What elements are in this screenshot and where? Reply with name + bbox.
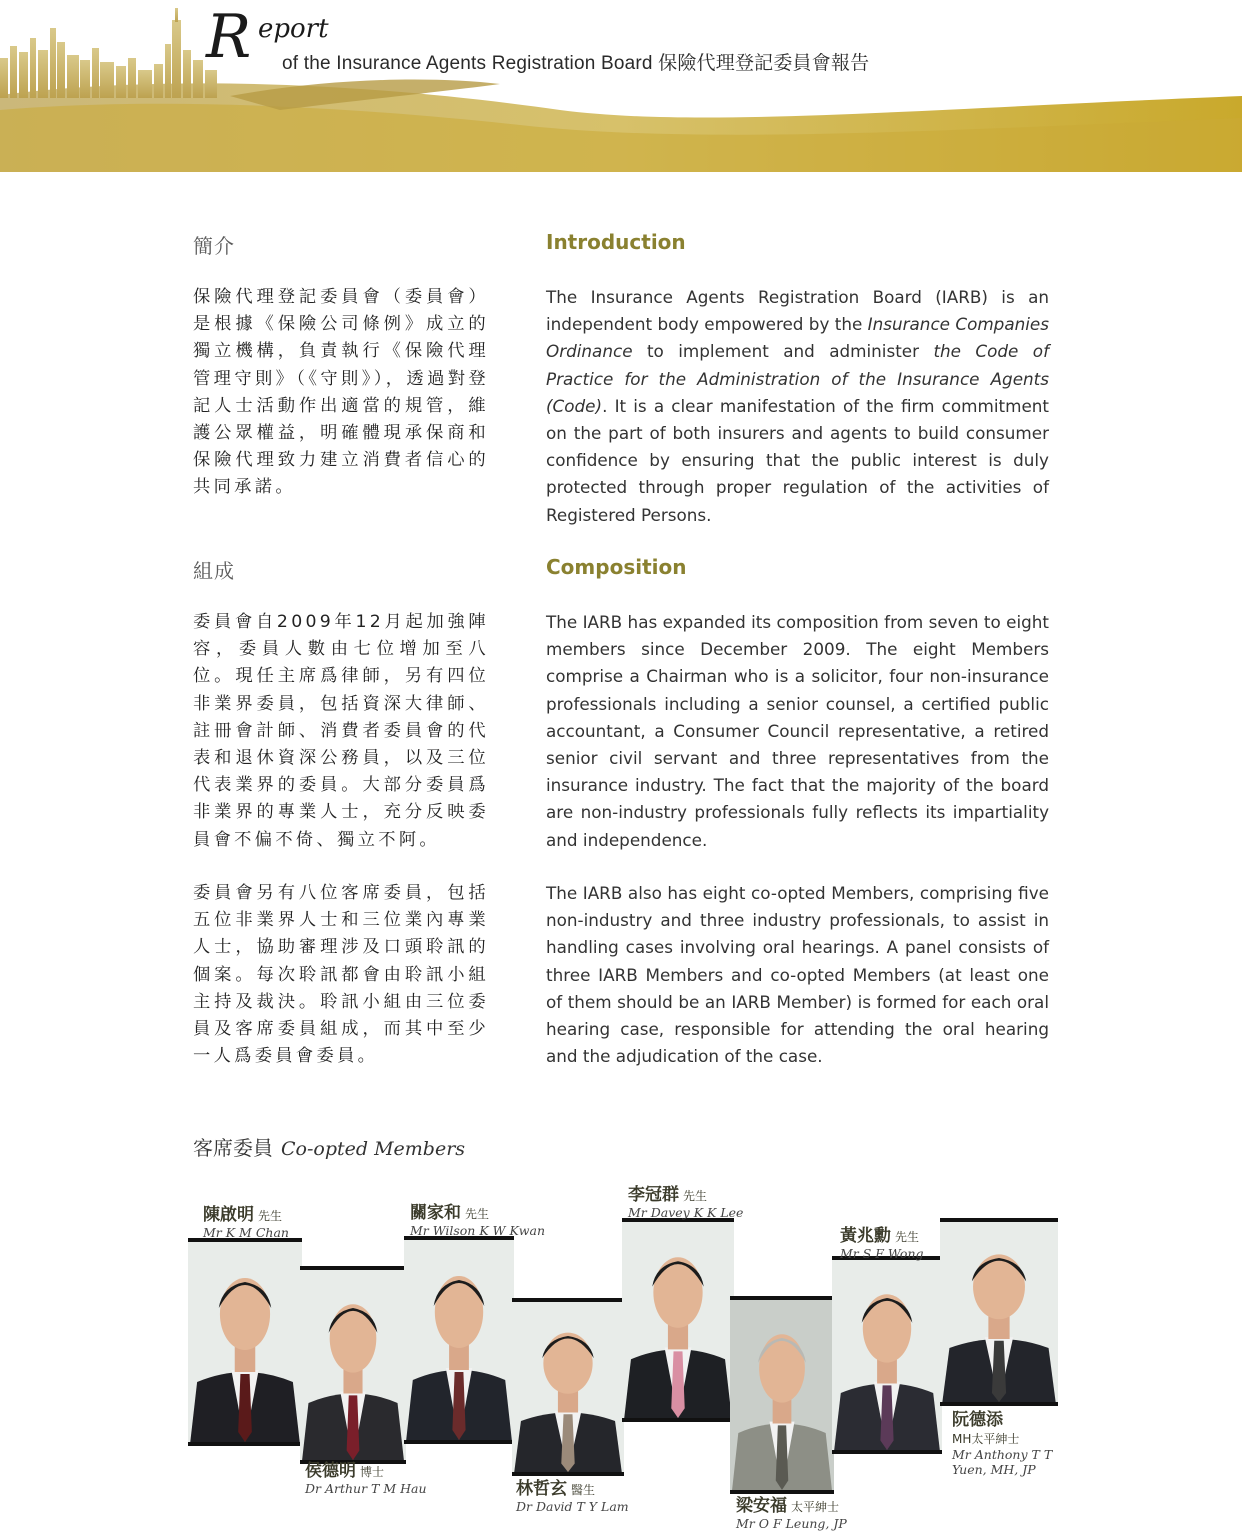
member-photo-5 xyxy=(622,1218,734,1422)
composition-text-en-1: The IARB has expanded its composition from seven to eight members since December 2009. The eight Members comprise a Chairman who is a solicitor, four non-insurance professionals including a senior counsel, a certified public accountant, a Consumer Council representative, a retired senior civil servant and three representatives from the insurance industry. The fact that the majority of the board are non-industry professionals fully reflects its impartiality and independence. xyxy=(546,612,1049,850)
member-name-8: 阮德添 MH太平紳士 Mr Anthony T T Yuen, MH, JP xyxy=(952,1410,1053,1477)
portrait-4 xyxy=(512,1302,624,1472)
portrait-5 xyxy=(622,1222,734,1418)
composition-title-zh: 組成 xyxy=(193,559,235,583)
skyline-graphic xyxy=(0,0,1242,172)
coopted-title xyxy=(193,1132,465,1161)
member-photo-8 xyxy=(940,1218,1058,1406)
member-photo-7 xyxy=(832,1256,942,1454)
intro-text-zh: 保險代理登記委員會（委員會）是根據《保險公司條例》成立的獨立機構，負責執行《保險代理管理守則》（《守則》），透過對登記人士活動作出適當的規管，維護公眾權益，明確體現承保商和保險代理致力建立消費者信心的共同承諾。 xyxy=(193,287,489,498)
header-banner xyxy=(0,0,1242,172)
member-name-2: 侯德明 博士 Dr Arthur T M Hau xyxy=(305,1461,427,1496)
intro-text-en: The Insurance Agents Registration Board (IARB) is an independent body empowered by the Insurance Companies Ordinance to implement and administer the Code of Practice for the Administration of the Insurance Agents (Code). It is a clear manifestation of the firm commitment on the part of both insurers and agents to build consumer confidence by ensuring that the public interest is duly protected through proper regulation of the activities of Registered Persons. xyxy=(546,287,1049,525)
composition-title-en: Composition xyxy=(546,555,687,579)
member-photo-1 xyxy=(188,1238,302,1446)
member-name-4: 林哲玄 醫生 Dr David T Y Lam xyxy=(516,1479,629,1514)
portrait-7 xyxy=(832,1260,942,1450)
member-name-1: 陳啟明 先生 Mr K M Chan xyxy=(203,1205,289,1240)
member-name-7: 黃兆勳 先生 Mr S F Wong xyxy=(840,1226,924,1261)
portrait-2 xyxy=(300,1270,406,1460)
composition-text-zh-2: 委員會另有八位客席委員，包括五位非業界人士和三位業內專業人士，協助審理涉及口頭聆訊的個案。每次聆訊都會由聆訊小組主持及裁決。聆訊小組由三位委員及客席委員組成，而其中至少一人爲委員會委員。 xyxy=(193,883,489,1067)
portrait-8 xyxy=(940,1222,1058,1402)
report-script-title: R xyxy=(206,2,250,72)
member-name-5: 李冠群 先生 Mr Davey K K Lee xyxy=(628,1185,744,1220)
member-name-3: 關家和 先生 Mr Wilson K W Kwan xyxy=(410,1203,546,1238)
member-photo-4 xyxy=(512,1298,624,1476)
coopted-title-en: Co-opted Members xyxy=(281,1138,466,1160)
member-photo-6 xyxy=(730,1296,834,1494)
coopted-title-zh: 客席委員 xyxy=(193,1136,273,1160)
portrait-3 xyxy=(404,1240,514,1440)
intro-title-zh: 簡介 xyxy=(193,234,235,258)
portrait-1 xyxy=(188,1242,302,1442)
member-name-6: 梁安福 太平紳士 Mr O F Leung, JP xyxy=(736,1496,847,1531)
intro-title-en: Introduction xyxy=(546,230,686,254)
report-script-rest: eport xyxy=(258,14,329,44)
member-photo-3 xyxy=(404,1236,514,1444)
composition-text-en-2: The IARB also has eight co-opted Members, comprising five non-industry and three industry professionals, to assist in handling cases involving oral hearings. A panel consists of three IARB Members and co-opted Members (at least one of them should be an IARB Member) is formed for each oral hearing case, responsible for attending the oral hearing and the adjudication of the case. xyxy=(546,883,1049,1067)
portrait-6 xyxy=(730,1300,834,1490)
composition-text-zh-1: 委員會自2009年12月起加強陣容，委員人數由七位增加至八位。現任主席爲律師，另有四位非業界委員，包括資深大律師、註冊會計師、消費者委員會的代表和退休資深公務員，以及三位代表業界的委員。大部分委員爲非業界的專業人士，充分反映委員會不偏不倚、獨立不阿。 xyxy=(193,612,489,850)
member-photo-2 xyxy=(300,1266,406,1464)
report-subtitle: of the Insurance Agents Registration Board 保險代理登記委員會報告 xyxy=(282,53,870,74)
